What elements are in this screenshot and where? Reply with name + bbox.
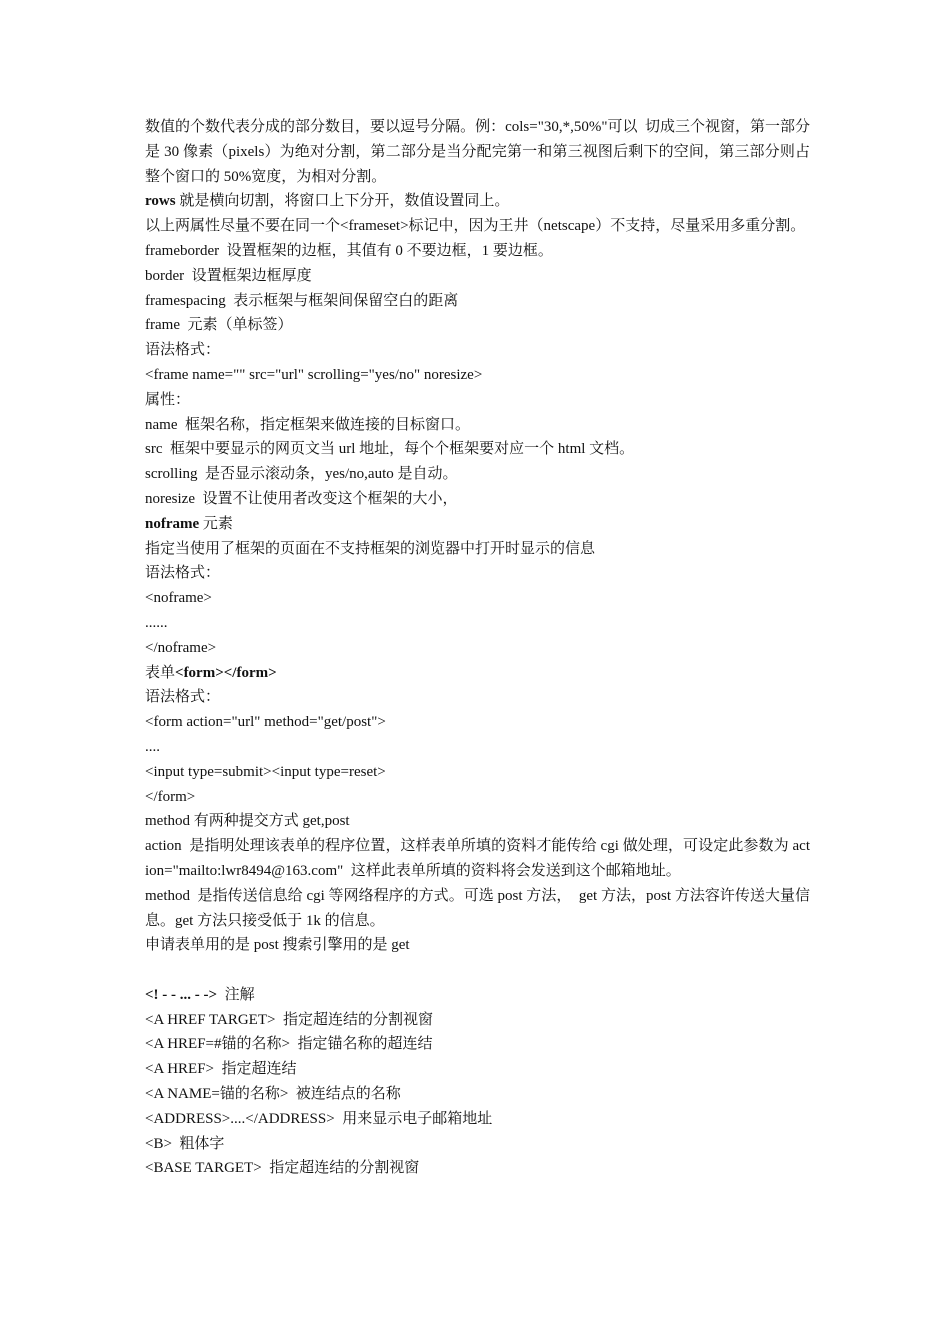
text-line: </noframe> [145,639,217,656]
text-line: <A HREF TARGET> 指定超连结的分割视窗 [145,1011,433,1028]
text-line [145,661,810,686]
text-line: ...... [145,614,168,631]
text-line: <input type=submit><input type=reset> [145,763,386,780]
text-line: scrolling 是否显示滚动条，yes/no,auto 是自动。 [145,466,458,483]
text-line: border 设置框架边框厚度 [145,267,312,284]
text-line [145,512,810,537]
text-line: 指定当使用了框架的页面在不支持框架的浏览器中打开时显示的信息 [145,540,596,557]
text-line: framespacing 表示框架与框架间保留空白的距离 [145,292,459,309]
text-line: <A NAME=锚的名称> 被连结点的名称 [145,1086,401,1103]
text-line: frame 元素（单标签） [145,317,293,334]
text-line: 语法格式： [145,342,221,359]
text-line: <form action="url" method="get/post"> [145,714,386,731]
term-prefix: 表单 [145,664,176,681]
text-line: src 框架中要显示的网页文当 url 地址，每个个框架要对应一个 html 文档。 [145,441,635,458]
text-line: <ADDRESS>....</ADDRESS> 用来显示电子邮箱地址 [145,1110,493,1127]
text-line: 属性： [145,391,191,408]
text-line [145,958,810,983]
text-line: 语法格式： [145,565,221,582]
text-line: .... [145,738,160,755]
bold-term: <form></form> [175,664,277,681]
text-line: 数值的个数代表分成的部分数目，要以逗号分隔。例：cols="30,*,50%"可以 切成三个视窗，第一部分是 30 像素（pixels）为绝对分割，第二部分是当分配完第一和第三视图后剩下的空间，第三部分则占整个窗口的 50%宽度，为相对分割。 [145,119,810,185]
text-line: <B> 粗体字 [145,1135,225,1152]
text-line: frameborder 设置框架的边框，其值有 0 不要边框，1 要边框。 [145,242,553,259]
text-line [145,983,810,1008]
text-line: 语法格式： [145,689,221,706]
document-body [145,115,810,1181]
text-line: name 框架名称，指定框架来做连接的目标窗口。 [145,416,470,433]
text-line: method 是指传送信息给 cgi 等网络程序的方式。可选 post 方法， get 方法，post 方法容许传送大量信息。get 方法只接受低于 1k 的信息。 [145,887,810,929]
text-line: </form> [145,788,196,805]
text-line: <frame name="" src="url" scrolling="yes/no" noresize> [145,366,483,383]
bold-term: noframe [145,515,200,532]
text-line: noresize 设置不让使用者改变这个框架的大小， [145,490,458,507]
term-description: 就是横向切割，将窗口上下分开，数值设置同上。 [175,193,510,210]
text-line: action 是指明处理该表单的程序位置，这样表单所填的资料才能传给 cgi 做处理，可设定此参数为 action="mailto:lwr8494@163.com" 这样此表单所填的资料将会发送到这个邮箱地址。 [145,838,810,879]
text-line: <A HREF=#锚的名称> 指定锚名称的超连结 [145,1036,433,1053]
text-line: <A HREF> 指定超连结 [145,1061,297,1078]
text-line: <noframe> [145,590,212,607]
bold-term: rows [145,193,176,210]
term-description: 注解 [217,986,255,1003]
bold-term: <! - - ... - -> [145,986,218,1003]
text-line [145,189,810,214]
term-description: 元素 [199,515,233,532]
text-line: <BASE TARGET> 指定超连结的分割视窗 [145,1160,420,1177]
text-line: 以上两属性尽量不要在同一个<frameset>标记中，因为王井（netscape）不支持，尽量采用多重分割。 [145,218,806,235]
text-line: 申请表单用的是 post 搜索引擎用的是 get [145,937,410,954]
text-line: method 有两种提交方式 get,post [145,813,350,830]
